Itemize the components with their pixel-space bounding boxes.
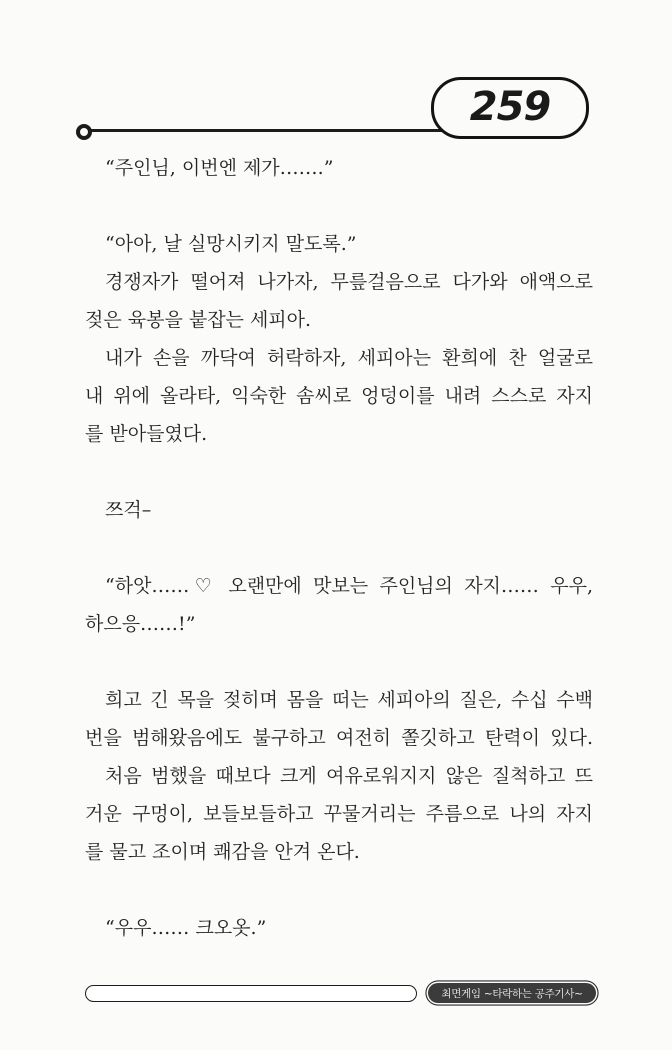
header-ring-ornament <box>76 124 92 140</box>
text-line: 처음 범했을 때보다 크게 여유로워지지 않은 질척하고 뜨 <box>105 765 593 787</box>
page-number-badge <box>431 77 589 139</box>
text-line: 를 물고 조이며 쾌감을 안겨 온다. <box>85 841 360 863</box>
series-title-label: 최면게임 ~타락하는 공주기사~ <box>441 987 583 1000</box>
text-line: 거운 구멍이, 보들보들하고 꾸물거리는 주름으로 나의 자지 <box>85 803 593 825</box>
text-line: “아아, 날 실망시키지 말도록.” <box>105 233 357 255</box>
series-title-badge <box>428 983 596 1003</box>
header-rule-line <box>86 129 470 132</box>
text-line: 하으응……!” <box>85 613 196 635</box>
text-line: 쯔걱– <box>105 499 152 521</box>
text-line: “주인님, 이번엔 제가…….” <box>105 157 334 179</box>
footer-blank-bar <box>85 985 417 1002</box>
text-line: “하앗……♡ 오랜만에 맛보는 주인님의 자지…… 우우, <box>105 575 593 597</box>
body-text-block <box>85 149 593 947</box>
text-line: 경쟁자가 떨어져 나가자, 무릎걸음으로 다가와 애액으로 <box>105 271 593 293</box>
page-number: 259 <box>469 84 551 130</box>
text-line: 젖은 육봉을 붙잡는 세피아. <box>85 309 312 331</box>
text-line: 내 위에 올라타, 익숙한 솜씨로 엉덩이를 내려 스스로 자지 <box>85 385 593 407</box>
text-line: 를 받아들였다. <box>85 423 208 445</box>
text-line: 번을 범해왔음에도 불구하고 여전히 쫄깃하고 탄력이 있다. <box>85 727 593 749</box>
text-line: 희고 긴 목을 젖히며 몸을 떠는 세피아의 질은, 수십 수백 <box>105 689 593 711</box>
text-line: “우우…… 크오옷.” <box>105 917 267 939</box>
text-line: 내가 손을 까닥여 허락하자, 세피아는 환희에 찬 얼굴로 <box>105 347 593 369</box>
